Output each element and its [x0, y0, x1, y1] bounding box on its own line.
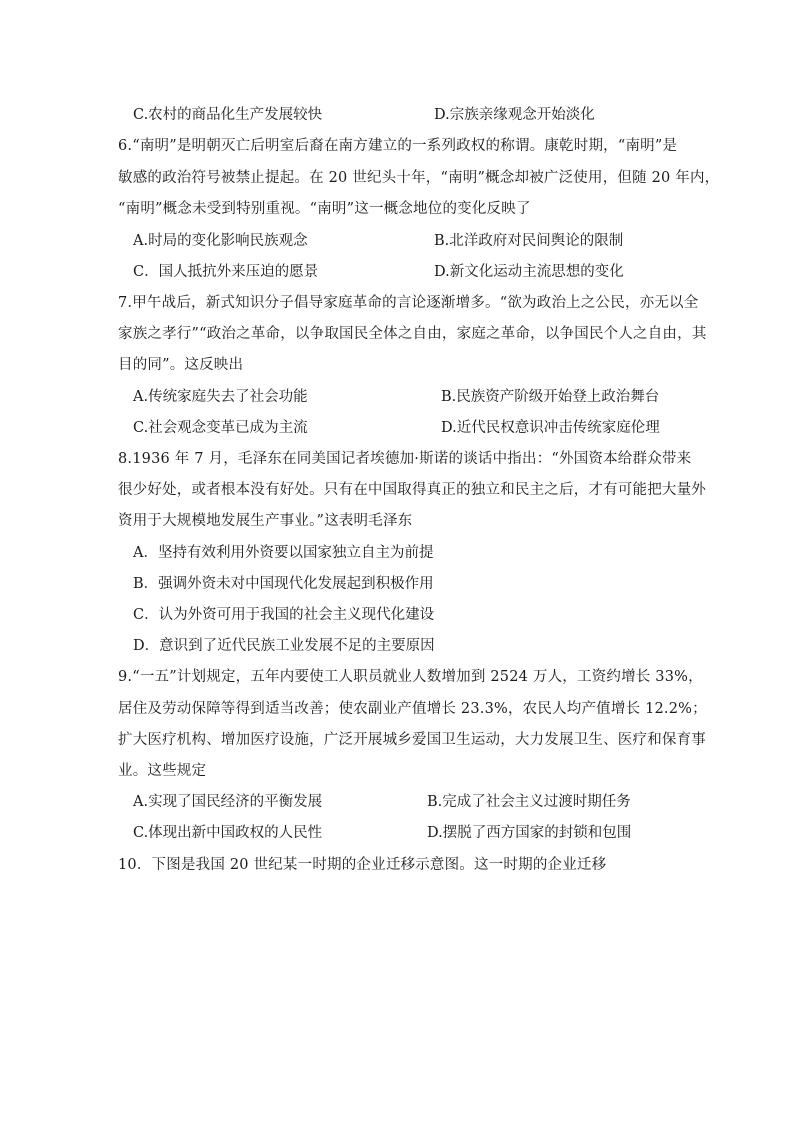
q8-stem-line-1: 8.1936 年 7 月，毛泽东在同美国记者埃德加·斯诺的谈话中指出：“外国资本给群众带来	[118, 451, 692, 467]
q8-option-a: A．坚持有效利用外资要以国家独立自主为前提	[133, 545, 434, 561]
q9-option-d: D.摆脱了西方国家的封锁和包围	[427, 825, 632, 841]
q9-option-b: B.完成了社会主义过渡时期任务	[427, 794, 631, 810]
q7-stem-line-2: 家族之孝行”“政治之革命，以争取国民全体之自由，家庭之革命，以争国民个人之自由，其	[118, 326, 707, 342]
q7-stem-line-1: 7.甲午战后，新式知识分子倡导家庭革命的言论逐渐增多。“欲为政治上之公民，亦无以全	[118, 295, 699, 311]
q8-option-d: D．意识到了近代民族工业发展不足的主要原因	[133, 638, 435, 654]
q9-stem-line-3: 扩大医疗机构、增加医疗设施，广泛开展城乡爱国卫生运动，大力发展卫生、医疗和保育事	[118, 732, 706, 748]
q6-option-d: D.新文化运动主流思想的变化	[434, 264, 624, 280]
q9-option-c: C.体现出新中国政权的人民性	[133, 825, 323, 841]
q8-option-b: B．强调外资未对中国现代化发展起到积极作用	[133, 576, 434, 592]
q6-stem-line-1: 6.“南明”是明朝灭亡后明室后裔在南方建立的一系列政权的称谓。康乾时期，“南明”是	[118, 138, 678, 154]
q8-option-c: C．认为外资可用于我国的社会主义现代化建设	[133, 607, 435, 623]
q5-option-c: C.农村的商品化生产发展较快	[133, 107, 323, 123]
q6-option-a: A.时局的变化影响民族观念	[133, 233, 308, 249]
q6-stem-line-2: 敏感的政治符号被禁止提起。在 20 世纪头十年，“南明”概念却被广泛使用，但随 20 年内，	[118, 170, 720, 186]
q7-stem-line-3: 目的同”。这反映出	[118, 357, 244, 373]
q6-option-c: C．国人抵抗外来压迫的愿景	[133, 264, 319, 280]
q9-stem-line-1: 9.“一五”计划规定，五年内要使工人职员就业人数增加到 2524 万人，工资约增长 33%，	[118, 669, 703, 685]
q9-option-a: A.实现了国民经济的平衡发展	[133, 794, 323, 810]
q8-stem-line-2: 很少好处，或者根本没有好处。只有在中国取得真正的独立和民主之后，才有可能把大量外	[118, 482, 706, 498]
q7-option-b: B.民族资产阶级开始登上政治舞台	[441, 389, 660, 405]
q8-stem-line-3: 资用于大规模地发展生产事业。”这表明毛泽东	[118, 513, 413, 529]
q9-stem-line-2: 居住及劳动保障等得到适当改善；使农副业产值增长 23.3%，农民人均产值增长 12.2%；	[118, 701, 707, 717]
q6-stem-line-3: “南明”概念未受到特别重视。“南明”这一概念地位的变化反映了	[118, 201, 531, 217]
q5-option-d: D.宗族亲缘观念开始淡化	[434, 107, 595, 123]
q6-option-b: B.北洋政府对民间舆论的限制	[434, 233, 624, 249]
q7-option-c: C.社会观念变革已成为主流	[133, 420, 308, 436]
q7-option-a: A.传统家庭失去了社会功能	[133, 389, 308, 405]
q7-option-d: D.近代民权意识冲击传统家庭伦理	[441, 420, 660, 436]
q9-stem-line-4: 业。这些规定	[118, 763, 207, 779]
q10-stem: 10．下图是我国 20 世纪某一时期的企业迁移示意图。这一时期的企业迁移	[118, 857, 607, 873]
